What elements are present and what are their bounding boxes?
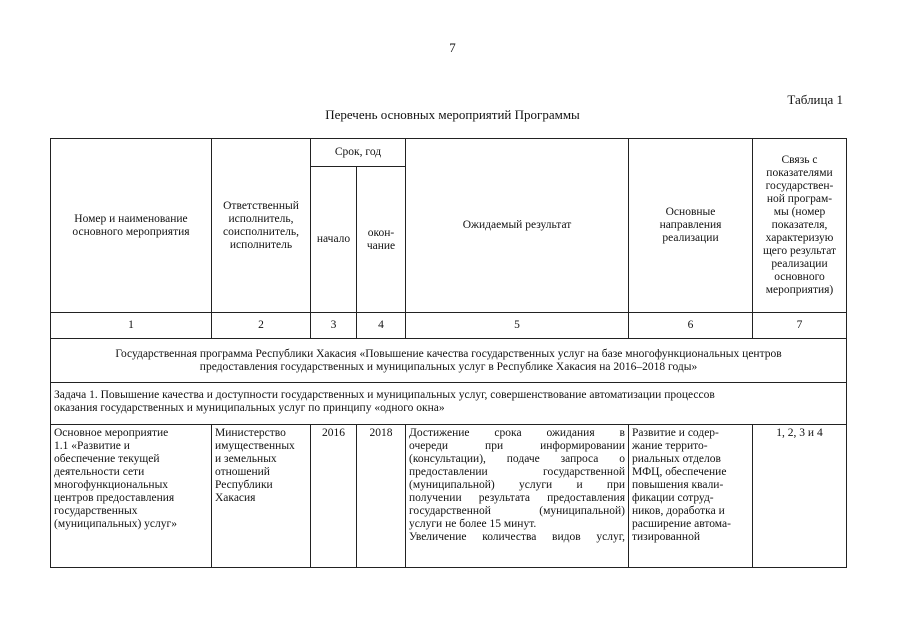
task-row: Задача 1. Повышение качества и доступности государственных и муниципальных услуг, совершенствование автоматизации процессов оказания государственных и муниципальных услуг по принципу «одного окна»	[51, 383, 846, 425]
col-number-2: 2	[212, 313, 311, 339]
measure-indicators: 1, 2, 3 и 4	[776, 427, 823, 439]
result-line: получении результата предоставления	[409, 492, 625, 504]
col-number-4: 4	[357, 313, 406, 339]
measure-executor: Министерство имущественных и земельных отношений Республики Хакасия	[212, 425, 311, 567]
header-expected-result: Ожидаемый результат	[406, 139, 629, 313]
header-start: начало	[311, 167, 357, 313]
result-line: очереди при информировании	[409, 440, 625, 452]
measures-table	[50, 138, 847, 568]
table-title: Перечень основных мероприятий Программы	[325, 107, 580, 122]
result-line: государственной (муниципальной)	[409, 505, 625, 517]
measure-directions: Развитие и содер- жание террито- риальных отделов МФЦ, обеспечение повышения квали- фикации сотруд- ников, доработка и расширение автома- тизированной	[629, 425, 753, 567]
measure-name: Основное мероприятие 1.1 «Развитие и обеспечение текущей деятельности сети многофункциональных центров предоставления государственных (муниципальных) услуг»	[51, 425, 212, 567]
measure-start-year: 2016	[311, 425, 357, 567]
result-line: Достижение срока ожидания в	[409, 427, 625, 439]
col-number-7: 7	[753, 313, 846, 339]
header-indicators: Связь с показателями государствен- ной програм- мы (номер показателя, характеризую щего результат реализации основного мероприятия)	[753, 139, 846, 313]
result-line-continued: Увеличение количества видов услуг,	[409, 531, 625, 543]
header-term: Срок, год	[311, 139, 406, 167]
result-line-last: услуги не более 15 минут.	[409, 518, 537, 530]
col-number-3: 3	[311, 313, 357, 339]
header-directions: Основные направления реализации	[629, 139, 753, 313]
header-measure-name: Номер и наименование основного мероприятия	[51, 139, 212, 313]
measure-end-year: 2018	[357, 425, 406, 567]
table-label: Таблица 1	[787, 92, 843, 107]
program-row: Государственная программа Республики Хакасия «Повышение качества государственных услуг на базе многофункциональных центров предоставления государственных и муниципальных услуг в Республике Хакасия на 2016–2018 годы»	[51, 339, 846, 383]
page-number: 7	[449, 40, 456, 55]
col-number-6: 6	[629, 313, 753, 339]
result-line: предоставлении государственной	[409, 466, 625, 478]
col-number-1: 1	[51, 313, 212, 339]
header-executor: Ответственный исполнитель, соисполнитель, исполнитель	[212, 139, 311, 313]
header-end: окон- чание	[357, 167, 406, 313]
col-number-5: 5	[406, 313, 629, 339]
measure-expected-result	[406, 425, 629, 567]
result-line: (консультации), подаче запроса о	[409, 453, 625, 465]
result-line: (муниципальной) услуги и при	[409, 479, 625, 491]
